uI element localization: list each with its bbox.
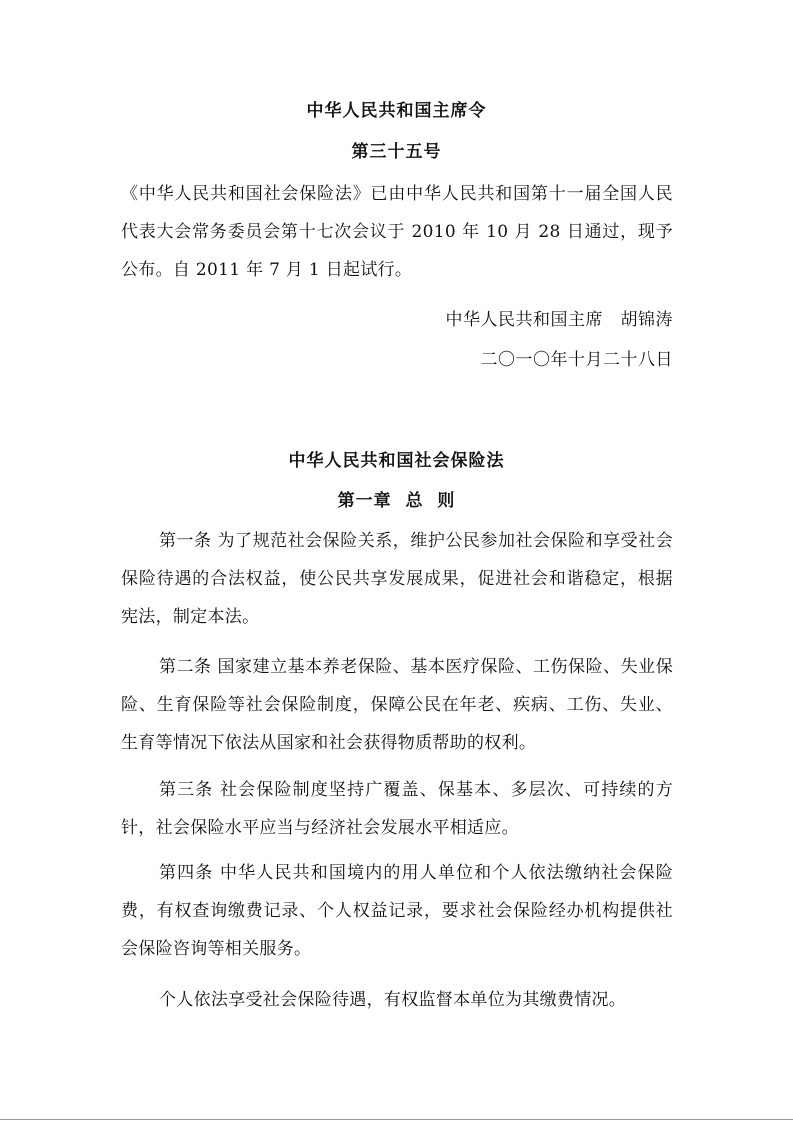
article-4-paragraph-2: 个人依法享受社会保险待遇，有权监督本单位为其缴费情况。 bbox=[159, 990, 627, 1010]
chapter-heading: 第一章 总 则 bbox=[337, 491, 456, 511]
order-title: 中华人民共和国主席令 bbox=[306, 101, 487, 121]
page-bottom-rule bbox=[0, 1119, 793, 1120]
order-number: 第三十五号 bbox=[351, 142, 442, 162]
order-date: 二〇一〇年十月二十八日 bbox=[480, 350, 673, 370]
law-title: 中华人民共和国社会保险法 bbox=[288, 451, 505, 471]
article-4: 第四条 中华人民共和国境内的用人单位和个人依法缴纳社会保险费，有权查询缴费记录、个人权益记录，要求社会保险经办机构提供社会保险咨询等相关服务。 bbox=[121, 863, 673, 959]
order-body: 《中华人民共和国社会保险法》已由中华人民共和国第十一届全国人民代表大会常务委员会第十七次会议于 2010 年 10 月 28 日通过，现予公布。自 2011 年 7 月 1 日起试行。 bbox=[121, 184, 673, 280]
article-3: 第三条 社会保险制度坚持广覆盖、保基本、多层次、可持续的方针，社会保险水平应当与经济社会发展水平相适应。 bbox=[121, 780, 673, 838]
order-signature: 中华人民共和国主席 胡锦涛 bbox=[445, 310, 673, 330]
article-2: 第二条 国家建立基本养老保险、基本医疗保险、工伤保险、失业保险、生育保险等社会保险制度，保障公民在年老、疾病、工伤、失业、生育等情况下依法从国家和社会获得物质帮助的权利。 bbox=[121, 657, 673, 753]
article-1: 第一条 为了规范社会保险关系，维护公民参加社会保险和享受社会保险待遇的合法权益，使公民共享发展成果，促进社会和谐稳定，根据宪法，制定本法。 bbox=[121, 531, 673, 627]
